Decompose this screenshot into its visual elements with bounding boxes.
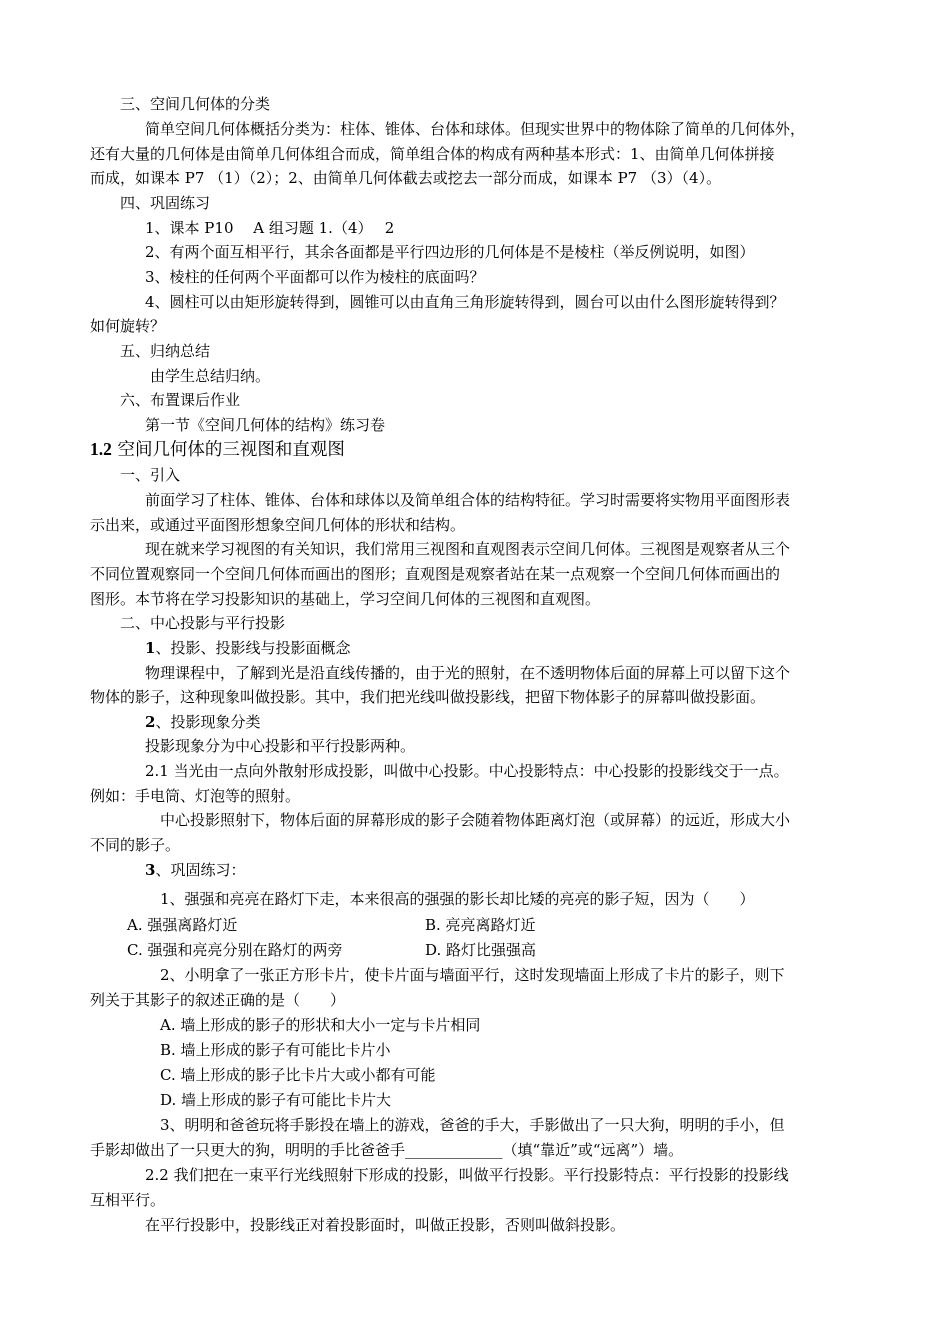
s6-heading: 六、布置课后作业 [120,391,241,409]
question-1: 1、强强和亮亮在路灯下走，本来很高的强强的影长却比矮的亮亮的影子短，因为（ ） [160,890,755,908]
question-2: 2、小明拿了一张正方形卡片，使卡片面与墙面平行，这时发现墙面上形成了卡片的影子，则下 [160,966,785,984]
s6-text: 第一节《空间几何体的结构》练习卷 [145,416,386,434]
s5-heading: 五、归纳总结 [120,342,211,360]
t2-heading: 二、中心投影与平行投影 [120,614,286,632]
t2-sub3-heading [145,858,245,883]
s4-item: 1、课本 P10 A 组习题 1.（4） 2 [145,219,395,237]
t1-para-line: 不同位置观察同一个空间几何体而画出的图形；直观图是观察者站在某一点观察一个空间几何体而画出的 [90,565,781,583]
q2-option-d: D. 墙上形成的影子有可能比卡片大 [160,1091,392,1109]
t2-sub1-para: 物体的影子，这种现象叫做投影。其中，我们把光线叫做投影线，把留下物体影子的屏幕叫做投影面。 [90,688,766,706]
s4-item: 3、棱柱的任何两个平面都可以作为棱柱的底面吗？ [145,268,485,286]
t2-21-para: 例如：手电筒、灯泡等的照射。 [90,787,301,805]
t2-sub1-number: 1 [145,639,156,657]
q2-option-b: B. 墙上形成的影子有可能比卡片小 [160,1041,391,1059]
q1-option-c: C. 强强和亮亮分别在路灯的两旁 [127,941,343,959]
s4-item: 4、圆柱可以由矩形旋转得到，圆锥可以由直角三角形旋转得到，圆台可以由什么图形旋转得到？ [145,293,785,311]
t1-para-line: 图形。本节将在学习投影知识的基础上，学习空间几何体的三视图和直观图。 [90,590,601,608]
t2-22-para: 互相平行。 [90,1191,166,1209]
t2-22-para: 2.2 我们把在一束平行光线照射下形成的投影，叫做平行投影。平行投影特点：平行投影的投影线 [145,1166,789,1184]
t2-sub2-number: 2 [145,713,156,731]
s3-para-line: 而成，如课本 P7 （1）（2）；2、由简单几何体截去或挖去一部分而成，如课本 P7 （3）（4）。 [90,169,722,187]
section-number: 1.2 [90,439,112,459]
question-3: 3、明明和爸爸玩将手影投在墙上的游戏，爸爸的手大，手影做出了一只大狗，明明的手小，但 [160,1116,785,1134]
t1-para-line: 示出来，或通过平面图形想象空间几何体的形状和结构。 [90,516,466,534]
t1-para-line: 现在就来学习视图的有关知识，我们常用三视图和直观图表示空间几何体。三视图是观察者从三个 [145,540,791,558]
q2-option-c: C. 墙上形成的影子比卡片大或小都有可能 [160,1066,436,1084]
t2-sub3-number: 3 [145,861,156,879]
q1-option-d: D. 路灯比强强高 [425,941,537,959]
s5-text: 由学生总结归纳。 [150,367,271,385]
t2-sub2-heading [145,710,260,735]
t2-sub2-text: 、投影现象分类 [155,713,261,731]
q1-option-b: B. 亮亮离路灯近 [425,916,536,934]
t2-sub1-text: 、投影、投影线与投影面概念 [155,639,351,657]
t2-sub3-text: 、巩固练习： [155,861,246,879]
s4-item: 2、有两个面互相平行，其余各面都是平行四边形的几何体是不是棱柱（举反例说明，如图） [145,243,755,261]
q1-option-a: A. 强强离路灯近 [127,916,238,934]
s4-heading: 四、巩固练习 [120,194,211,212]
question-2: 列关于其影子的叙述正确的是（ ） [90,991,346,1009]
section-title-text: 空间几何体的三视图和直观图 [111,440,345,460]
t2-22b-para: 在平行投影中，投影线正对着投影面时，叫做正投影，否则叫做斜投影。 [145,1216,626,1234]
s3-para-line: 简单空间几何体概括分类为：柱体、锥体、台体和球体。但现实世界中的物体除了简单的几何体外， [145,120,806,138]
t2-21b-para: 不同的影子。 [90,836,181,854]
s3-para-line: 还有大量的几何体是由简单几何体组合而成，简单组合体的构成有两种基本形式：1、由简单几何体拼接 [90,145,775,163]
t2-sub2-para: 投影现象分为中心投影和平行投影两种。 [145,737,416,755]
q2-option-a: A. 墙上形成的影子的形状和大小一定与卡片相同 [160,1016,481,1034]
t1-heading: 一、引入 [120,466,181,484]
s3-heading: 三、空间几何体的分类 [120,95,271,113]
s4-item: 如何旋转？ [90,317,166,335]
t2-21-para: 2.1 当光由一点向外散射形成投影，叫做中心投影。中心投影特点：中心投影的投影线交于一点。 [145,762,789,780]
section-title [90,437,345,463]
t2-sub1-heading [145,636,350,661]
t2-sub1-para: 物理课程中，了解到光是沿直线传播的，由于光的照射，在不透明物体后面的屏幕上可以留下这个 [145,664,791,682]
t1-para-line: 前面学习了柱体、锥体、台体和球体以及简单组合体的结构特征。学习时需要将实物用平面图形表 [145,491,791,509]
t2-21b-para: 中心投影照射下，物体后面的屏幕形成的影子会随着物体距离灯泡（或屏幕）的远近，形成大小 [160,811,791,829]
question-3: 手影却做出了一只更大的狗，明明的手比爸爸手_____________（填“靠近”或“远离”）墙。 [90,1141,684,1159]
